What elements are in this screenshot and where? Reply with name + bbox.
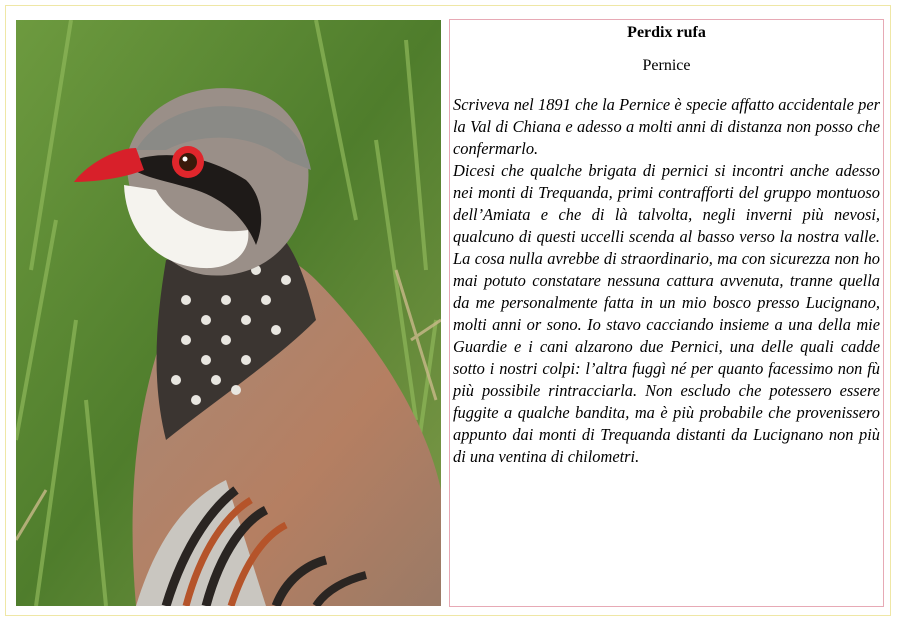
species-title: Perdix rufa — [627, 24, 706, 41]
partridge-illustration — [16, 20, 441, 606]
description-text: Scriveva nel 1891 che la Pernice è specie affatto accidentale per la Val di Chiana e adesso a molti anni di distanza non posso che confermarlo. Dicesi che qualche brigata di pernici si incontri anche adesso nei monti di Trequanda, primi contrafforti del gruppo montuoso dell’Amiata e che di là talvolta, negli inverni più nevosi, qualcuno di questi uccelli scenda al basso verso la nostra valle. La cosa nulla avrebbe di straordinario, ma con sicurezza non ho mai potuto constatare nessuna cattura avvenuta, tranne quella da me personalmente fatta in un mio bosco presso Lucignano, molti anni or sono. Io stavo cacciando insieme a una della mie Guardie e i cani alzarono due Pernici, una delle quali cadde sotto i nostri colpi: l’altra fuggì né per quanto facessimo non fù più possibile rintracciarla. Non escludo che potessero essere fuggite a qualche bandita, ma è più probabile che provenissero appunto dai monti di Trequanda distanti da Lucignano non più di una ventina di chilometri. — [453, 95, 880, 466]
common-name: Pernice — [642, 57, 691, 74]
partridge-photo — [16, 20, 441, 606]
text-panel — [449, 19, 884, 607]
